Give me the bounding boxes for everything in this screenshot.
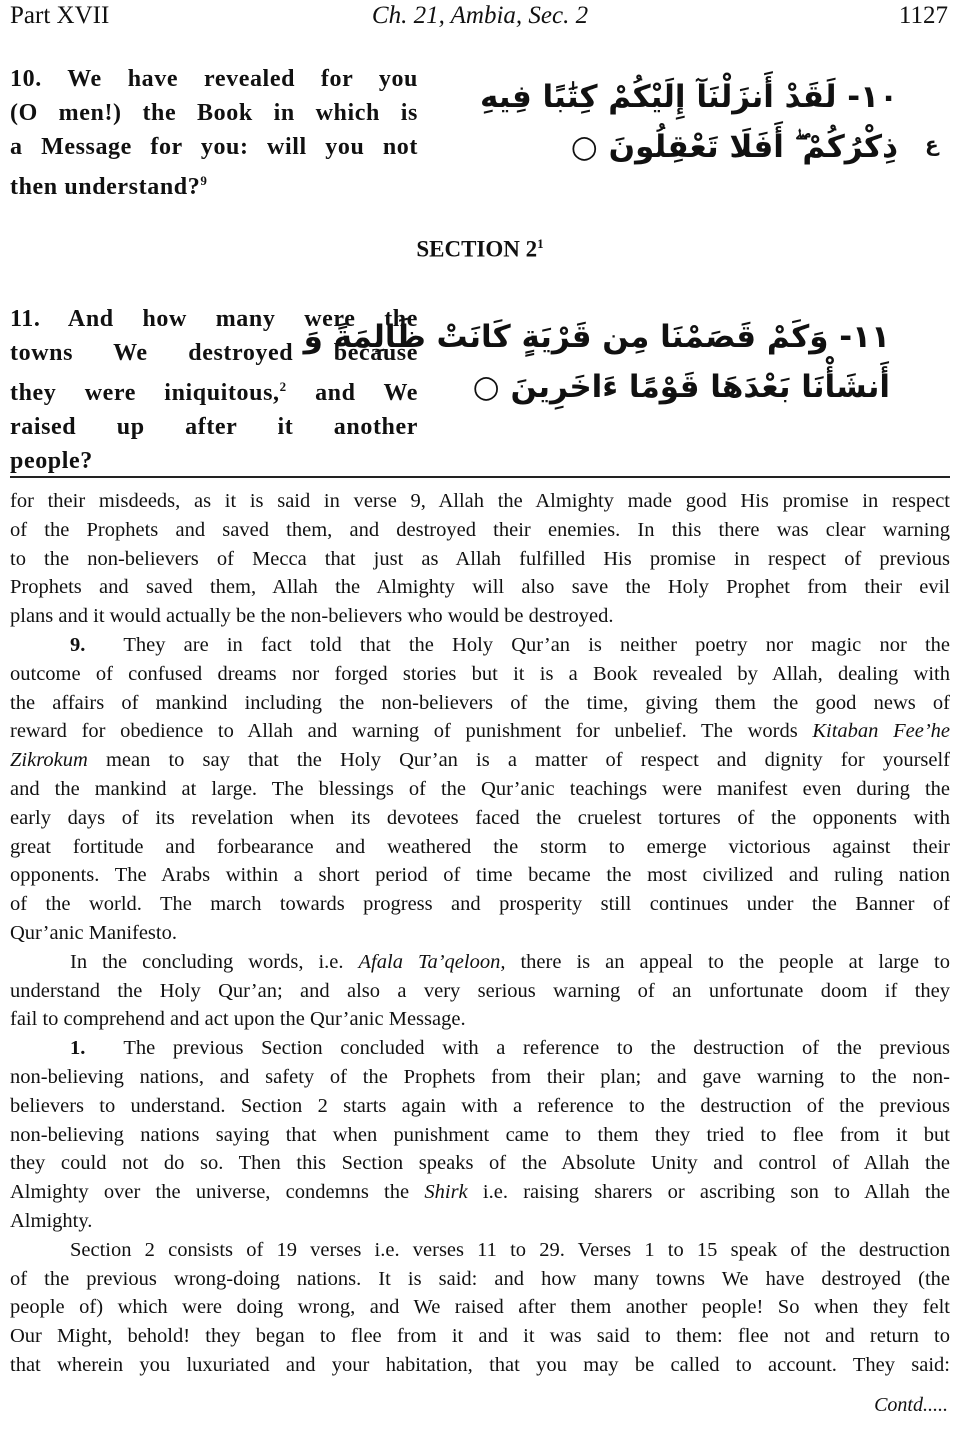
commentary-line: [10, 948, 950, 977]
text-segment: they could not do so. Then this Section speaks of the Absolute Unity and control of Allah the: [10, 1152, 950, 1175]
verse-line: a Message for you: will you not: [10, 134, 418, 160]
text-segment: people of) which were doing wrong, and We raised after them another people! So when they felt: [10, 1296, 950, 1319]
text-segment: of the previous wrong-doing nations. It is said: and how many towns We have destroyed (the: [10, 1267, 950, 1290]
arabic-line: ١٠- لَقَدْ أَنزَلْنَآ إِلَيْكُمْ كِتَٰبًا فِيهِ: [479, 79, 898, 115]
text-segment: i.e. raising sharers or ascribing son to Allah the: [467, 1181, 951, 1204]
note-number: 1.: [70, 1037, 86, 1060]
italic-term: Shirk: [424, 1181, 468, 1204]
text-segment: believers to understand. Section 2 starts again with a reference to the destruction of the previous: [10, 1094, 950, 1117]
ruku-mark: ع: [925, 132, 939, 156]
verse-text: then understand?: [10, 174, 201, 200]
verse-line: 11. And how many were the: [10, 306, 418, 332]
commentary-line: [10, 1265, 950, 1294]
commentary-line: [10, 573, 950, 602]
verse-line: (O men!) the Book in which is: [10, 100, 418, 126]
commentary-line: [10, 516, 950, 545]
text-segment: of the world. The march towards progress and prosperity still continues under the Banner of: [10, 893, 950, 916]
commentary-line: [10, 689, 950, 718]
commentary-line: [10, 804, 950, 833]
section-title-text: SECTION 2: [416, 236, 538, 262]
commentary-line: [10, 1293, 950, 1322]
verse-line: towns We destroyed because: [10, 340, 418, 366]
text-segment: They are in fact told that the Holy Qur’an is neither poetry nor magic nor the: [123, 633, 950, 656]
section-title: [0, 236, 960, 263]
text-segment: reward for obedience to Allah and warning of punishment for unbelief. The words: [10, 720, 813, 743]
verse-10-translation: [10, 62, 418, 204]
commentary-line: [10, 1236, 950, 1265]
verse-line: people?: [10, 448, 93, 474]
text-segment: Our Might, behold! they began to flee from it and it was said to them: flee not and return to: [10, 1325, 950, 1348]
commentary-line: [10, 1034, 950, 1063]
verse-line: 10. We have revealed for you: [10, 66, 418, 92]
footnote-ref: 2: [279, 379, 287, 394]
commentary-line: [10, 1178, 950, 1207]
text-segment: for their misdeeds, as it is said in verse 9, Allah the Almighty made good His promise in respect: [10, 490, 950, 512]
text-segment: great fortitude and forbearance and weathered the storm to emerge victorious against their: [10, 835, 950, 858]
commentary-text: [10, 487, 950, 1380]
text-segment: In the concluding words, i.e.: [70, 950, 359, 973]
text-segment: the affairs of mankind including the non-believers of the time, giving them the good news of: [10, 691, 950, 714]
commentary-line: [10, 487, 950, 516]
commentary-line: [10, 631, 950, 660]
text-segment: Section 2 consists of 19 verses i.e. verses 11 to 29. Verses 1 to 15 speak of the destruction: [70, 1238, 950, 1261]
arabic-line: ١١- وَكَمْ قَصَمْنَا مِن قَرْيَةٍ كَانَتْ ظَالِمَةً وَ: [303, 319, 890, 355]
text-segment: opponents. The Arabs within a short period of time became the most civilized and ruling nation: [10, 864, 950, 887]
commentary-line: [10, 861, 950, 890]
commentary-line: [10, 1149, 950, 1178]
verse-line: raised up after it another: [10, 414, 418, 440]
text-segment: Almighty.: [10, 1209, 93, 1232]
verse-text: and We: [286, 380, 418, 406]
text-segment: Prophets and saved them, Allah the Almighty will also save the Holy Prophet from their evil: [10, 576, 950, 599]
commentary-line: [10, 775, 950, 804]
text-segment: to the non-believers of Mecca that just as Allah fulfilled His promise in respect of previous: [10, 547, 950, 570]
arabic-line: ذِكْرُكُمْ ۖ أَفَلَا تَعْقِلُونَ ○: [570, 129, 898, 165]
arabic-line: أَنشَأْنَا بَعْدَهَا قَوْمًا ءَاخَرِينَ ○: [472, 369, 890, 405]
italic-term: Afala Ta’qeloon,: [358, 950, 506, 973]
text-segment: that wherein you luxuriated and your habitation, that you may be called to account. They said:: [10, 1353, 950, 1376]
commentary-line: [10, 919, 950, 948]
text-segment: understand the Holy Qur’an; and also a very serious warning of an unfortunate doom if they: [10, 979, 950, 1002]
text-segment: plans and it would actually be the non-believers who would be destroyed.: [10, 605, 614, 628]
divider: [10, 476, 950, 478]
part-label: Part XVII: [10, 2, 110, 29]
commentary-line: [10, 1322, 950, 1351]
commentary-line: [10, 1207, 950, 1236]
commentary-line: [10, 660, 950, 689]
text-segment: Qur’anic Manifesto.: [10, 921, 177, 944]
footnote-ref: 1: [537, 236, 544, 251]
commentary-line: [10, 1005, 950, 1034]
italic-term: Kitaban Fee’he: [812, 720, 950, 743]
chapter-heading: Ch. 21, Ambia, Sec. 2: [371, 2, 589, 29]
commentary-line: [10, 746, 950, 775]
italic-term: Zikrokum: [10, 749, 88, 772]
note-number: 9.: [70, 633, 86, 656]
continued-note: Contd.....: [874, 1394, 948, 1416]
commentary-line: [10, 1351, 950, 1380]
commentary-line: [10, 1121, 950, 1150]
commentary-line: [10, 890, 950, 919]
commentary-line: [10, 545, 950, 574]
text-segment: of the Prophets and saved them, and destroyed their enemies. In this there was clear warning: [10, 518, 950, 541]
verse-10-arabic: [480, 72, 898, 172]
verse-line: [10, 164, 418, 204]
text-segment: and the mankind at large. The blessings of the Qur’anic teachings were manifest even during the: [10, 777, 950, 800]
page-number: 1127: [898, 2, 948, 29]
commentary-line: [10, 977, 950, 1006]
text-segment: outcome of confused dreams nor forged stories but it is a Book revealed by Allah, dealing with: [10, 662, 950, 685]
commentary-line: [10, 1063, 950, 1092]
text-segment: The previous Section concluded with a reference to the destruction of the previous: [123, 1037, 950, 1060]
text-segment: there is an appeal to the people at large to: [505, 950, 950, 973]
text-segment: Almighty over the universe, condemns the: [10, 1181, 425, 1204]
footnote-ref: 9: [200, 173, 208, 188]
commentary-line: [10, 717, 950, 746]
commentary-line: [10, 1092, 950, 1121]
text-segment: fail to comprehend and act upon the Qur’anic Message.: [10, 1008, 466, 1031]
commentary-line: [10, 833, 950, 862]
text-segment: early days of its revelation when its devotees faced the cruelest tortures of the opponents with: [10, 806, 950, 829]
text-segment: non-believing nations, and safety of the Prophets from their plan; and gave warning to the non-: [10, 1065, 950, 1088]
text-segment: mean to say that the Holy Qur’an is a matter of respect and dignity for yourself: [87, 749, 950, 772]
commentary-line: [10, 602, 950, 631]
text-segment: non-believing nations saying that when punishment came to them they tried to flee from it but: [10, 1123, 950, 1146]
verse-11-arabic: [304, 312, 890, 412]
verse-text: they were iniquitous,: [10, 380, 280, 406]
